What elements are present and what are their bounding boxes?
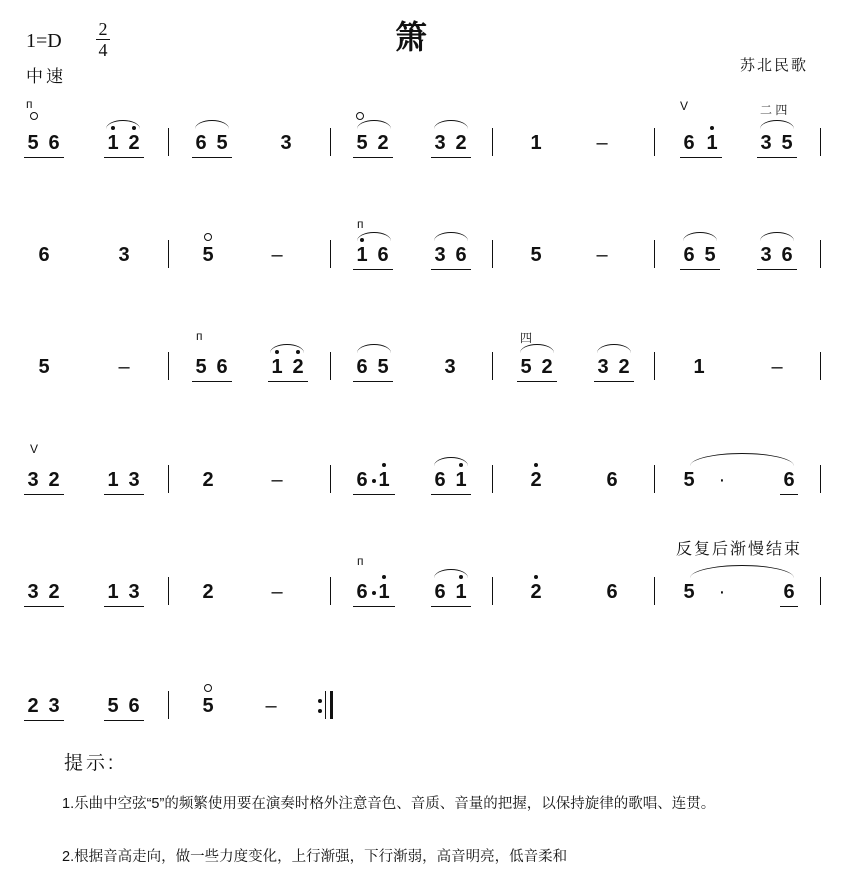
beam bbox=[192, 381, 232, 382]
up-bow-mark: п bbox=[26, 97, 33, 111]
note: 5 bbox=[683, 581, 695, 603]
up-bow-mark: п bbox=[357, 217, 364, 231]
note: 2 bbox=[377, 132, 389, 154]
beam bbox=[517, 381, 557, 382]
note: 3 bbox=[118, 244, 130, 266]
note: 1 bbox=[378, 469, 390, 491]
tip-item-2: 2.根据音高走向，做一些力度变化，上行渐强，下行渐弱，高音明亮，低音柔和 bbox=[62, 849, 568, 865]
time-signature-top: 2 bbox=[98, 19, 108, 39]
barline bbox=[492, 240, 493, 268]
note: 3 bbox=[27, 581, 39, 603]
note: 2 bbox=[618, 356, 630, 378]
dash: – bbox=[118, 356, 130, 378]
note: 6 bbox=[356, 356, 368, 378]
barline bbox=[820, 128, 821, 156]
barline bbox=[820, 352, 821, 380]
note: 5 bbox=[683, 469, 695, 491]
note: 6 bbox=[781, 244, 793, 266]
beam bbox=[353, 269, 393, 270]
high-octave-dot bbox=[382, 463, 386, 467]
slur bbox=[434, 569, 468, 578]
note: 3 bbox=[280, 132, 292, 154]
open-string-mark bbox=[204, 684, 212, 692]
note: 1 bbox=[455, 469, 467, 491]
note: 2 bbox=[48, 469, 60, 491]
note: 1 bbox=[107, 581, 119, 603]
note: 5 bbox=[704, 244, 716, 266]
note: 5 bbox=[195, 356, 207, 378]
barline bbox=[330, 240, 331, 268]
tips-heading: 提示: bbox=[64, 753, 117, 774]
note: 2 bbox=[530, 581, 542, 603]
note: 6 bbox=[434, 581, 446, 603]
slur bbox=[106, 120, 140, 129]
beam bbox=[104, 494, 144, 495]
note: 6 bbox=[38, 244, 50, 266]
note: 3 bbox=[48, 695, 60, 717]
time-signature bbox=[96, 20, 110, 59]
note: 5 bbox=[107, 695, 119, 717]
tie bbox=[690, 453, 794, 466]
note: 3 bbox=[128, 469, 140, 491]
slur bbox=[760, 120, 794, 129]
tip-item-1: 1.乐曲中空弦“5”的频繁使用要在演奏时格外注意音色、音质、音量的把握，以保持旋律的歌唱、连贯。 bbox=[62, 796, 716, 812]
note: 2 bbox=[455, 132, 467, 154]
score-row-3 bbox=[0, 329, 850, 434]
dash: – bbox=[596, 244, 608, 266]
note: 2 bbox=[27, 695, 39, 717]
dash: – bbox=[271, 469, 283, 491]
final-barline-thin bbox=[325, 691, 326, 719]
song-origin: 苏北民歌 bbox=[740, 57, 809, 74]
slur bbox=[270, 344, 304, 353]
tie bbox=[690, 565, 794, 578]
high-octave-dot bbox=[534, 575, 538, 579]
slur bbox=[357, 232, 391, 241]
note: 3 bbox=[27, 469, 39, 491]
barline bbox=[654, 577, 655, 605]
page-title: 箫 bbox=[395, 18, 428, 56]
beam bbox=[680, 157, 722, 158]
repeat-dot bbox=[318, 709, 322, 713]
barline bbox=[330, 465, 331, 493]
note: 6 bbox=[356, 581, 368, 603]
note: 2 bbox=[128, 132, 140, 154]
dash: – bbox=[271, 581, 283, 603]
dash: – bbox=[771, 356, 783, 378]
slur bbox=[195, 120, 229, 129]
note: 5 bbox=[27, 132, 39, 154]
open-string-mark bbox=[204, 233, 212, 241]
note: 6 bbox=[195, 132, 207, 154]
beam bbox=[431, 269, 471, 270]
slur bbox=[434, 120, 468, 129]
note: 1 bbox=[455, 581, 467, 603]
barline bbox=[330, 352, 331, 380]
note: 5 bbox=[520, 356, 532, 378]
note: 1 bbox=[706, 132, 718, 154]
note: 3 bbox=[444, 356, 456, 378]
beam bbox=[353, 494, 395, 495]
beam bbox=[268, 381, 308, 382]
down-bow-mark: V bbox=[30, 442, 39, 456]
barline bbox=[492, 128, 493, 156]
string-mark: 四 bbox=[520, 331, 533, 345]
barline bbox=[820, 577, 821, 605]
note: 6 bbox=[606, 469, 618, 491]
note: 6 bbox=[683, 244, 695, 266]
dash: – bbox=[271, 244, 283, 266]
note: 3 bbox=[434, 244, 446, 266]
dash: – bbox=[596, 132, 608, 154]
barline bbox=[330, 577, 331, 605]
note: 3 bbox=[760, 244, 772, 266]
note: 5 bbox=[202, 695, 214, 717]
barline bbox=[330, 128, 331, 156]
note: 1 bbox=[107, 132, 119, 154]
barline bbox=[168, 128, 169, 156]
note: 5 bbox=[530, 244, 542, 266]
beam bbox=[780, 606, 798, 607]
note: 6 bbox=[606, 581, 618, 603]
score-row-5 bbox=[0, 554, 850, 659]
note: 1 bbox=[107, 469, 119, 491]
note: 2 bbox=[530, 469, 542, 491]
beam bbox=[431, 157, 471, 158]
slur bbox=[760, 232, 794, 241]
barline bbox=[168, 691, 169, 719]
up-bow-mark: п bbox=[196, 329, 203, 343]
beam bbox=[757, 157, 797, 158]
note: 2 bbox=[48, 581, 60, 603]
high-octave-dot bbox=[382, 575, 386, 579]
beam bbox=[104, 720, 144, 721]
note: 6 bbox=[783, 469, 795, 491]
note: 6 bbox=[216, 356, 228, 378]
barline bbox=[492, 465, 493, 493]
barline bbox=[654, 128, 655, 156]
repeat-instruction: 反复后渐慢结束 bbox=[676, 541, 803, 558]
beam bbox=[192, 157, 232, 158]
barline bbox=[654, 352, 655, 380]
slur bbox=[434, 232, 468, 241]
slur bbox=[597, 344, 631, 353]
note: 1 bbox=[693, 356, 705, 378]
note: 1 bbox=[271, 356, 283, 378]
barline bbox=[654, 465, 655, 493]
key-signature: 1=D bbox=[26, 30, 62, 52]
note: 5 bbox=[781, 132, 793, 154]
barline bbox=[820, 465, 821, 493]
note: 5 bbox=[38, 356, 50, 378]
note: 3 bbox=[760, 132, 772, 154]
note: 2 bbox=[292, 356, 304, 378]
augmentation-dot-text: · bbox=[718, 581, 726, 603]
note: 6 bbox=[48, 132, 60, 154]
note: 1 bbox=[378, 581, 390, 603]
note: 6 bbox=[455, 244, 467, 266]
slur bbox=[683, 232, 717, 241]
final-barline-thick bbox=[330, 691, 333, 719]
down-bow-mark: V bbox=[680, 99, 689, 113]
note: 3 bbox=[434, 132, 446, 154]
note: 1 bbox=[530, 132, 542, 154]
note: 2 bbox=[541, 356, 553, 378]
note: 6 bbox=[128, 695, 140, 717]
slur bbox=[357, 120, 391, 129]
up-bow-mark: п bbox=[357, 554, 364, 568]
beam bbox=[680, 269, 720, 270]
beam bbox=[24, 157, 64, 158]
repeat-dot bbox=[318, 699, 322, 703]
beam bbox=[431, 606, 471, 607]
barline bbox=[168, 352, 169, 380]
augmentation-dot-text: · bbox=[718, 469, 726, 491]
high-octave-dot bbox=[534, 463, 538, 467]
barline bbox=[820, 240, 821, 268]
barline bbox=[654, 240, 655, 268]
dash: – bbox=[265, 695, 277, 717]
beam bbox=[24, 606, 64, 607]
beam bbox=[594, 381, 634, 382]
score-row-1 bbox=[0, 97, 850, 210]
note: 2 bbox=[202, 469, 214, 491]
beam bbox=[104, 606, 144, 607]
barline bbox=[168, 240, 169, 268]
string-mark: 二 四 bbox=[760, 103, 788, 117]
high-octave-dot bbox=[710, 126, 714, 130]
open-string-mark bbox=[356, 112, 364, 120]
barline bbox=[492, 577, 493, 605]
time-signature-bottom: 4 bbox=[98, 40, 108, 60]
beam bbox=[780, 494, 798, 495]
score-row-4 bbox=[0, 442, 850, 547]
beam bbox=[757, 269, 797, 270]
slur bbox=[434, 457, 468, 466]
open-string-mark bbox=[30, 112, 38, 120]
note: 1 bbox=[356, 244, 368, 266]
note: 6 bbox=[377, 244, 389, 266]
note: 3 bbox=[128, 581, 140, 603]
note: 5 bbox=[356, 132, 368, 154]
note: 5 bbox=[216, 132, 228, 154]
note: 5 bbox=[377, 356, 389, 378]
slur bbox=[357, 344, 391, 353]
beam bbox=[353, 606, 395, 607]
beam bbox=[24, 494, 64, 495]
beam bbox=[353, 157, 393, 158]
note: 3 bbox=[597, 356, 609, 378]
note: 2 bbox=[202, 581, 214, 603]
beam bbox=[353, 381, 393, 382]
slur bbox=[520, 344, 554, 353]
barline bbox=[168, 465, 169, 493]
tempo-marking: 中速 bbox=[26, 67, 66, 86]
note: 6 bbox=[783, 581, 795, 603]
note: 5 bbox=[202, 244, 214, 266]
beam bbox=[24, 720, 64, 721]
barline bbox=[168, 577, 169, 605]
score-row-6 bbox=[0, 683, 850, 773]
score-row-2 bbox=[0, 217, 850, 322]
note: 6 bbox=[434, 469, 446, 491]
barline bbox=[492, 352, 493, 380]
note: 6 bbox=[356, 469, 368, 491]
beam bbox=[431, 494, 471, 495]
note: 6 bbox=[683, 132, 695, 154]
beam bbox=[104, 157, 144, 158]
